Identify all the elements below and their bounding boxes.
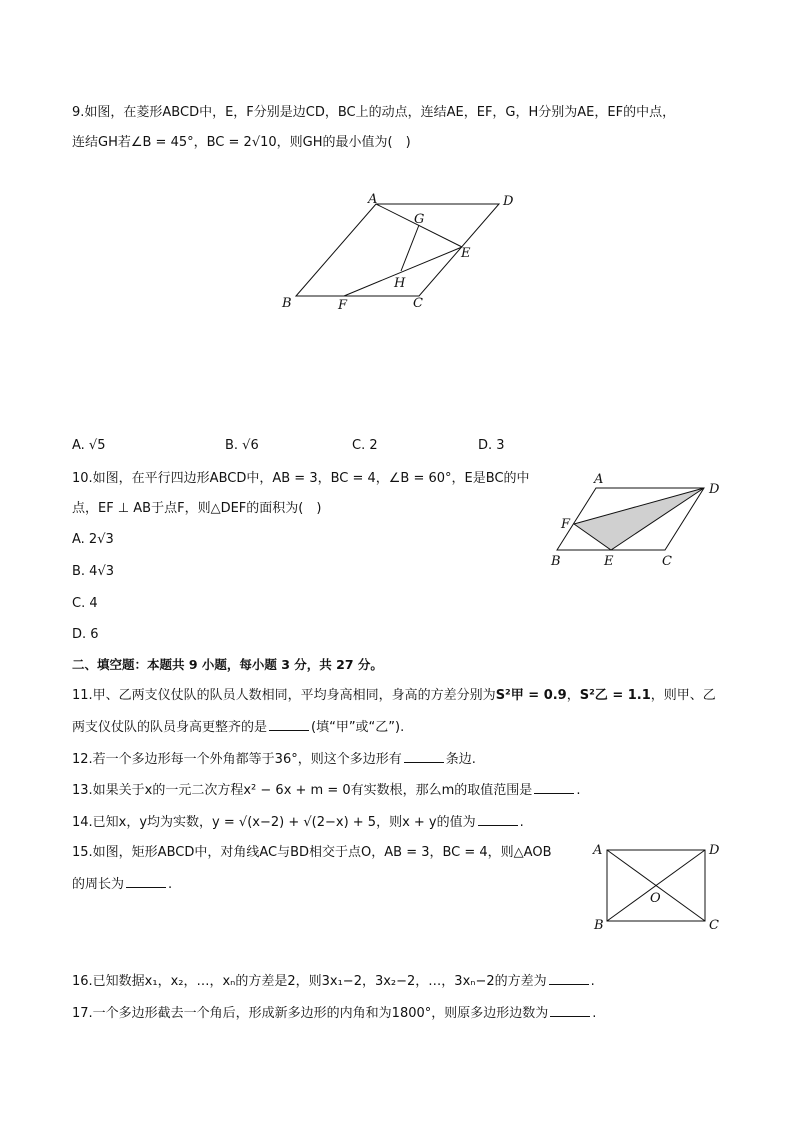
q9-label-A: A bbox=[368, 192, 378, 207]
q14-line bbox=[72, 813, 524, 832]
q14-text-a: 14.已知x，y均为实数，y = √(x−2) + √(2−x) + 5，则x + y的值为 bbox=[72, 815, 476, 830]
q10-line1: 10.如图，在平行四边形ABCD中，AB = 3，BC = 4，∠B = 60°，E是BC的中 bbox=[72, 471, 530, 486]
section-header: 二、填空题：本题共 9 小题，每小题 3 分，共 27 分。 bbox=[72, 657, 383, 672]
q9-line2: 连结GH若∠B = 45°，BC = 2√10，则GH的最小值为( ) bbox=[72, 135, 411, 150]
q11-variance-jia: S²甲 = 0.9 bbox=[495, 688, 567, 703]
q9-option-d[interactable]: D. 3 bbox=[478, 438, 505, 453]
q9-option-a[interactable]: A. √5 bbox=[72, 438, 106, 453]
q15-answer-blank[interactable] bbox=[126, 875, 166, 888]
q11-text-d: (填“甲”或“乙”). bbox=[311, 720, 405, 735]
q15-text-b: . bbox=[168, 877, 173, 892]
q16-answer-blank[interactable] bbox=[549, 972, 589, 985]
q12-text-a: 12.若一个多边形每一个外角都等于36°，则这个多边形有 bbox=[72, 752, 402, 767]
q9-option-c[interactable]: C. 2 bbox=[352, 438, 378, 453]
q17-text-a: 17.一个多边形截去一个角后，形成新多边形的内角和为1800°，则原多边形边数为 bbox=[72, 1006, 549, 1021]
q12-answer-blank[interactable] bbox=[404, 750, 444, 763]
q15-label-A: A bbox=[593, 843, 603, 858]
q13-line bbox=[72, 781, 580, 800]
q15-text-a: 的周长为 bbox=[72, 877, 125, 892]
q11-answer-blank[interactable] bbox=[269, 718, 309, 731]
q17-line bbox=[72, 1004, 596, 1023]
q10-option-a[interactable]: A. 2√3 bbox=[72, 532, 114, 547]
q10-label-C: C bbox=[662, 554, 672, 569]
q10-label-B: B bbox=[551, 554, 561, 569]
q9-option-b[interactable]: B. √6 bbox=[225, 438, 259, 453]
q9-label-G: G bbox=[414, 212, 425, 227]
q15-label-C: C bbox=[709, 918, 719, 933]
q9-label-F: F bbox=[338, 298, 348, 313]
q11-line1 bbox=[72, 687, 716, 705]
q9-label-E: E bbox=[461, 246, 471, 261]
q10-label-E: E bbox=[604, 554, 614, 569]
q10-line2: 点，EF ⊥ AB于点F，则△DEF的面积为( ) bbox=[72, 501, 322, 516]
q14-text-b: . bbox=[519, 815, 524, 830]
q15-label-D: D bbox=[709, 843, 720, 858]
q15-rectangle-figure bbox=[588, 840, 728, 935]
q13-text-b: . bbox=[576, 783, 581, 798]
q15-label-B: B bbox=[594, 918, 604, 933]
q17-text-b: . bbox=[592, 1006, 597, 1021]
q11-line2 bbox=[72, 718, 404, 737]
q11-separator: ， bbox=[566, 688, 580, 703]
q9-label-B: B bbox=[282, 296, 292, 311]
q10-option-c[interactable]: C. 4 bbox=[72, 596, 98, 611]
q15-line2 bbox=[72, 875, 172, 894]
q10-label-A: A bbox=[594, 472, 604, 487]
q12-line bbox=[72, 750, 476, 769]
q11-variance-yi: S²乙 = 1.1 bbox=[579, 688, 651, 703]
q9-label-H: H bbox=[394, 276, 406, 291]
q10-label-D: D bbox=[709, 482, 720, 497]
q10-label-F: F bbox=[561, 517, 571, 532]
q12-text-b: 条边. bbox=[445, 752, 476, 767]
q9-label-D: D bbox=[503, 194, 514, 209]
q10-option-d[interactable]: D. 6 bbox=[72, 627, 99, 642]
q13-text-a: 13.如果关于x的一元二次方程x² − 6x + m = 0有实数根，那么m的取值范围是 bbox=[72, 783, 533, 798]
q17-answer-blank[interactable] bbox=[550, 1004, 590, 1017]
q11-text-b: ，则甲、乙 bbox=[650, 688, 716, 703]
q9-label-C: C bbox=[413, 296, 423, 311]
q9-line1: 9.如图，在菱形ABCD中，E，F分别是边CD，BC上的动点，连结AE，EF，G，H分别为AE，EF的中点， bbox=[72, 105, 676, 120]
q11-text-c: 两支仪仗队的队员身高更整齐的是 bbox=[72, 720, 268, 735]
q16-line bbox=[72, 972, 595, 991]
q14-answer-blank[interactable] bbox=[478, 813, 518, 826]
q9-rhombus-figure bbox=[270, 185, 520, 315]
q13-answer-blank[interactable] bbox=[534, 781, 574, 794]
q16-text-b: . bbox=[590, 974, 595, 989]
q10-option-b[interactable]: B. 4√3 bbox=[72, 564, 115, 579]
q15-label-O: O bbox=[650, 891, 661, 906]
q10-parallelogram-figure bbox=[545, 470, 735, 575]
q16-text-a: 16.已知数据x₁，x₂，…，xₙ的方差是2，则3x₁−2，3x₂−2，…，3xₙ−2的方差为 bbox=[72, 974, 547, 989]
q11-text-a: 11.甲、乙两支仪仗队的队员人数相同，平均身高相同，身高的方差分别为 bbox=[72, 688, 496, 703]
q15-line1: 15.如图，矩形ABCD中，对角线AC与BD相交于点O，AB = 3，BC = 4，则△AOB bbox=[72, 845, 552, 860]
